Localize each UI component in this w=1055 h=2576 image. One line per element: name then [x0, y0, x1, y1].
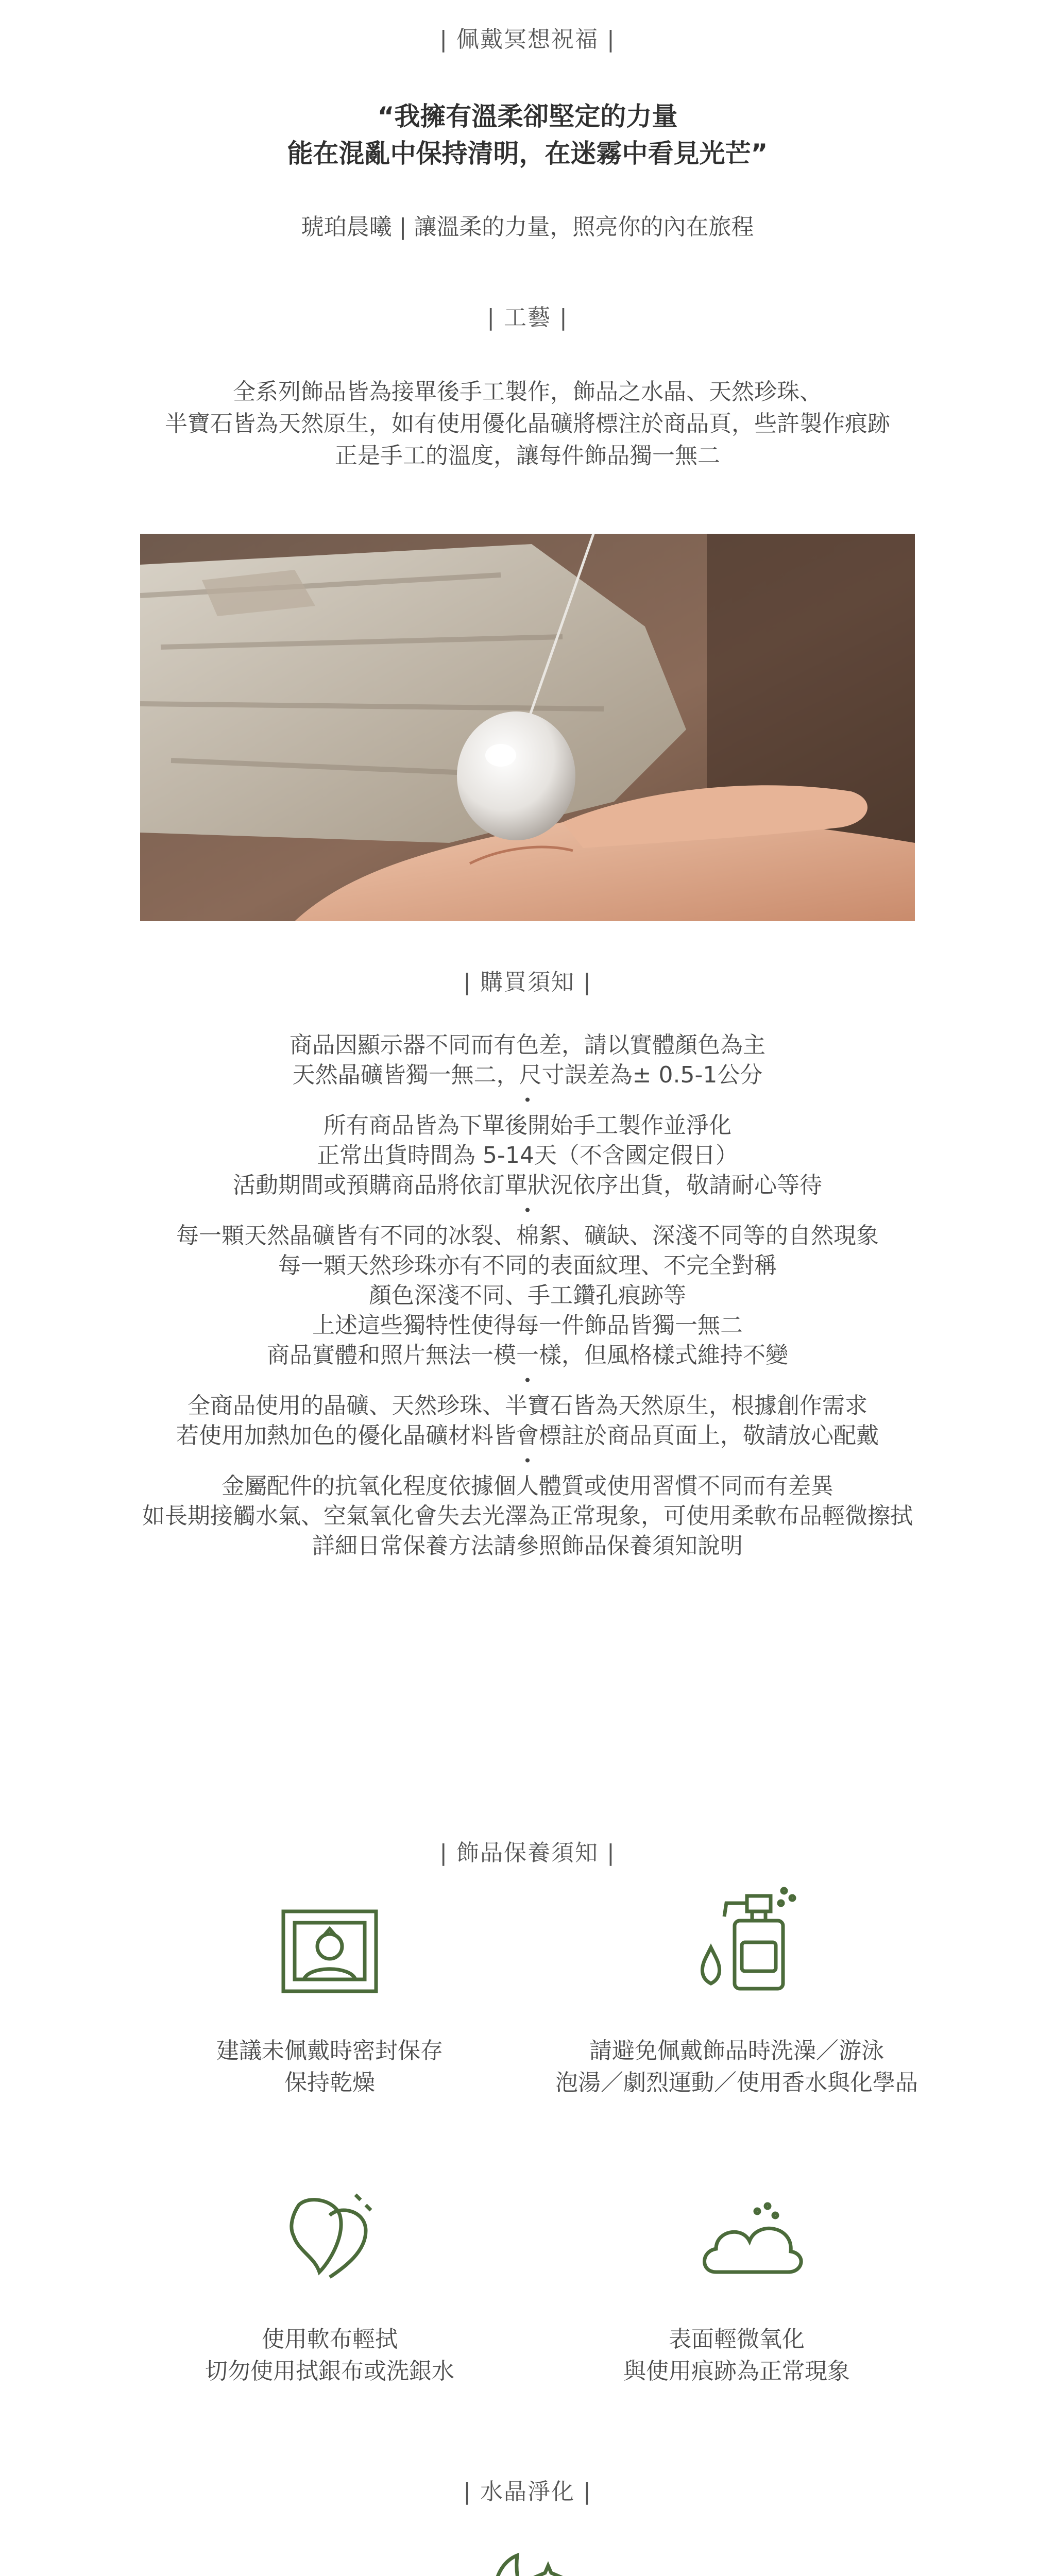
section-title-craft: | 工藝 |	[487, 304, 568, 331]
purchase-line: 詳細日常保養方法請參照飾品保養須知說明	[312, 1533, 743, 1559]
handcraft-photo	[140, 534, 915, 921]
care-line: 請避免佩戴飾品時洗澡／游泳	[589, 2038, 884, 2064]
purchase-line: 所有商品皆為下單後開始手工製作並淨化	[324, 1112, 731, 1139]
blessing-quote	[0, 98, 1055, 172]
care-line: 使用軟布輕拭	[262, 2326, 398, 2352]
care-line: 泡湯／劇烈運動／使用香水與化學品	[555, 2070, 918, 2096]
quote-line: 能在混亂中保持清明，在迷霧中看見光芒”	[287, 139, 768, 168]
quote-line: “我擁有溫柔卻堅定的力量	[377, 101, 678, 131]
care-item-storage	[134, 2035, 525, 2099]
care-item-oxidation	[541, 2324, 932, 2387]
section-title-purify: | 水晶淨化 |	[463, 2479, 592, 2505]
purchase-line: 如長期接觸水氣、空氣氧化會失去光澤為正常現象，可使用柔軟布品輕微擦拭	[142, 1503, 913, 1529]
section-title-purchase: | 購買須知 |	[463, 969, 592, 995]
purchase-line: 商品因顯示器不同而有色差，請以實體顏色為主	[290, 1032, 765, 1058]
collection-subtitle	[0, 211, 1055, 243]
purchase-line: 上述這些獨特性使得每一件飾品皆獨一無二	[312, 1312, 743, 1338]
care-line: 保持乾燥	[284, 2070, 375, 2096]
section-title-meditation: | 佩戴冥想祝福 |	[439, 26, 616, 53]
purchase-line: 金屬配件的抗氧化程度依據個人體質或使用習慣不同而有差異	[222, 1473, 833, 1499]
purchase-notes	[0, 1030, 1055, 1561]
care-line: 與使用痕跡為正常現象	[623, 2358, 850, 2384]
separator-dot: •	[523, 1092, 532, 1109]
pearl-handcraft-illustration	[140, 534, 915, 921]
care-item-avoid	[541, 2035, 932, 2099]
perfume-bottle-icon	[690, 1880, 804, 1999]
purchase-line: 活動期間或預購商品將依訂單狀況依序出貨，敬請耐心等待	[233, 1172, 822, 1198]
purchase-line: 若使用加熱加色的優化晶礦材料皆會標註於商品頁面上，敬請放心配戴	[176, 1422, 879, 1449]
jewelry-box-icon	[278, 1906, 381, 1999]
purchase-line: 天然晶礦皆獨一無二，尺寸誤差為± 0.5-1公分	[292, 1062, 763, 1088]
subtitle-text: 琥珀晨曦 | 讓溫柔的力量，照亮你的內在旅程	[301, 214, 754, 240]
craft-line: 全系列飾品皆為接單後手工製作，飾品之水晶、天然珍珠、	[233, 379, 822, 405]
purchase-line: 全商品使用的晶礦、天然珍珠、半寶石皆為天然原生，根據創作需求	[188, 1393, 867, 1419]
cloud-icon	[695, 2200, 809, 2282]
craft-line: 正是手工的溫度，讓每件飾品獨一無二	[335, 443, 720, 469]
moon-icon	[476, 2545, 579, 2576]
care-line: 建議未佩戴時密封保存	[216, 2038, 443, 2064]
craft-description	[0, 376, 1055, 472]
section-title-care: | 飾品保養須知 |	[439, 1840, 616, 1866]
separator-dot: •	[523, 1202, 532, 1219]
purchase-line: 每一顆天然晶礦皆有不同的冰裂、棉絮、礦缺、深淺不同等的自然現象	[176, 1223, 879, 1249]
purchase-line: 正常出貨時間為 5-14天（不含國定假日）	[317, 1142, 738, 1168]
care-line: 切勿使用拭銀布或洗銀水	[205, 2358, 454, 2384]
separator-dot: •	[523, 1372, 532, 1389]
care-item-cleaning	[134, 2324, 525, 2387]
cleaning-cloth-icon	[278, 2184, 381, 2287]
craft-line: 半寶石皆為天然原生，如有使用優化晶礦將標注於商品頁，些許製作痕跡	[165, 411, 890, 437]
separator-dot: •	[523, 1452, 532, 1469]
purchase-line: 商品實體和照片無法一模一樣，但風格樣式維持不變	[267, 1342, 788, 1368]
care-line: 表面輕微氧化	[669, 2326, 805, 2352]
purchase-line: 每一顆天然珍珠亦有不同的表面紋理、不完全對稱	[278, 1252, 777, 1279]
purchase-line: 顏色深淺不同、手工鑽孔痕跡等	[369, 1282, 686, 1309]
